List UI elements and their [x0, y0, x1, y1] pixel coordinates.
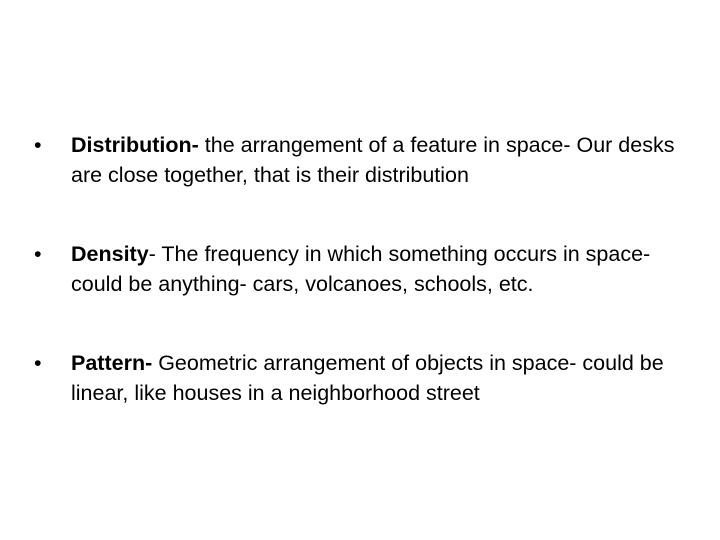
definition-density: - The frequency in which something occurs in space- could be anything- cars, volcanoes, schools, etc.: [71, 242, 651, 296]
bullet-marker: •: [34, 242, 42, 266]
term-distribution: Distribution-: [71, 133, 199, 157]
bullet-marker: •: [34, 133, 42, 157]
term-density: Density: [71, 242, 149, 266]
bullet-density: [34, 240, 684, 299]
definition-distribution: the arrangement of a feature in space- Our desks are close together, that is their distribution: [71, 133, 675, 187]
bullet-pattern: [34, 349, 684, 408]
term-pattern: Pattern-: [71, 351, 153, 375]
bullet-distribution: [34, 131, 684, 190]
bullet-list: [34, 131, 684, 408]
bullet-marker: •: [34, 351, 42, 375]
definition-pattern: Geometric arrangement of objects in space- could be linear, like houses in a neighborhood street: [71, 351, 664, 405]
